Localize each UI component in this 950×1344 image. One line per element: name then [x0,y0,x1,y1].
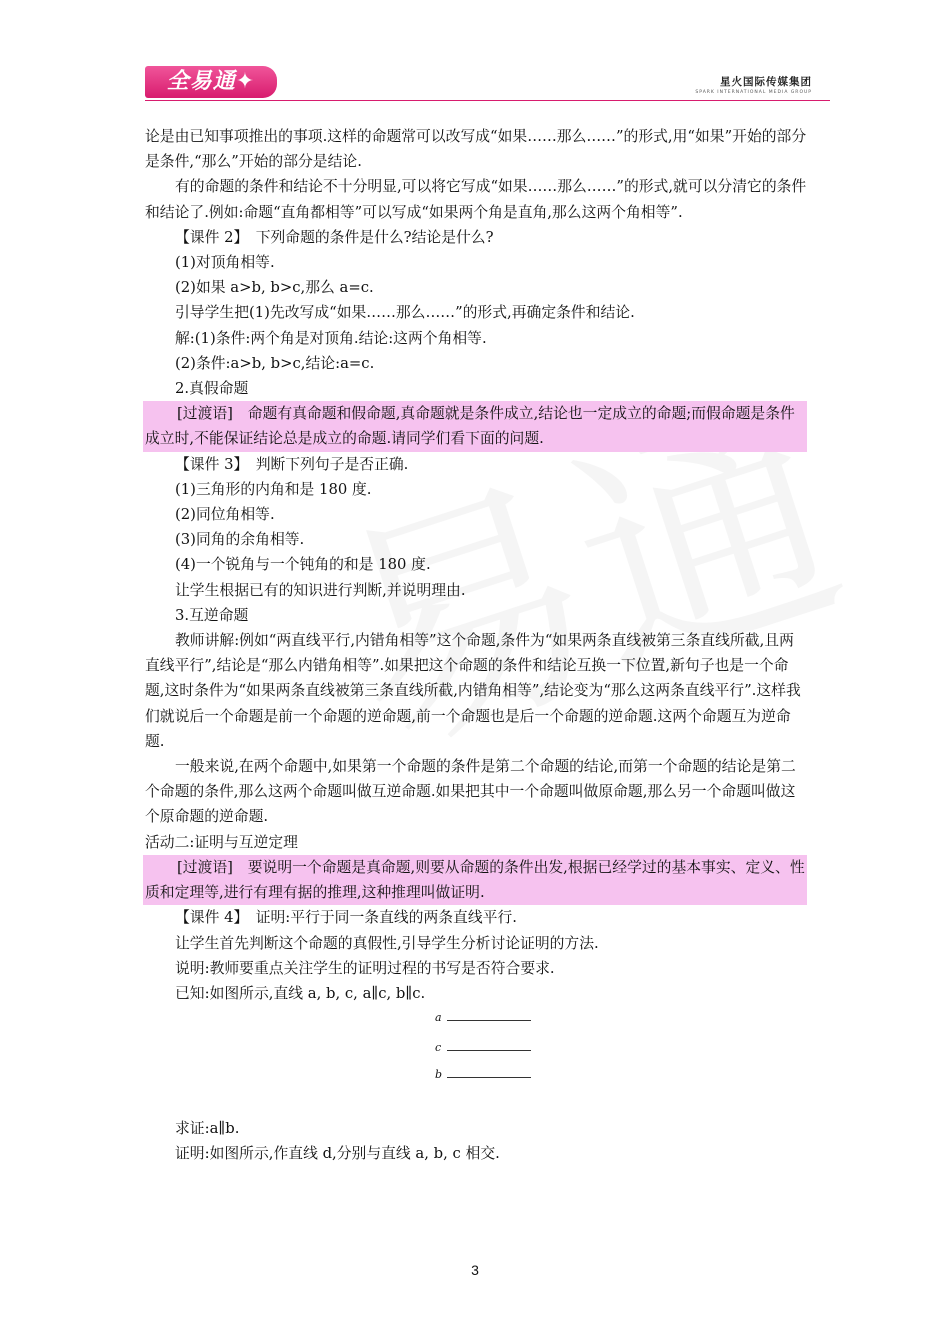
logo: 全易通✦ [145,66,277,98]
line-label-b: b [435,1068,443,1082]
paragraph: 一般来说,在两个命题中,如果第一个命题的条件是第二个命题的结论,而第一个命题的结论是第二个命题的条件,那么这两个命题叫做互逆命题.如果把其中一个命题叫做原命题,那么另一个命题叫做这个原命题的逆命题. [145,758,796,826]
courseware-heading: 【课件 2】 下列命题的条件是什么?结论是什么? [175,228,494,246]
document-body [145,124,807,1167]
courseware-heading: 【课件 3】 判断下列句子是否正确. [175,455,409,473]
brand-name-en: SPARK INTERNATIONAL MEDIA GROUP [695,90,812,95]
page-number: 3 [471,1262,479,1278]
paragraph: 引导学生把(1)先改写成“如果……那么……”的形式,再确定条件和结论. [175,304,635,322]
list-item: (2)如果 a>b, b>c,那么 a=c. [175,279,374,297]
transition-callout: [过渡语] 要说明一个命题是真命题,则要从命题的条件出发,根据已经学过的基本事实、定义、性质和定理等,进行有理有据的推理,这种推理叫做证明. [143,855,807,905]
prove-statement: 求证:a∥b. [175,1120,240,1138]
list-item: (3)同角的余角相等. [175,531,305,549]
section-heading: 2.真假命题 [175,380,249,398]
line-label-c: c [435,1041,442,1055]
list-item: (1)三角形的内角和是 180 度. [175,480,372,498]
header-divider [145,100,830,101]
line-c [447,1050,531,1051]
solution: 解:(1)条件:两个角是对顶角.结论:这两个角相等. [175,329,487,347]
list-item: (1)对顶角相等. [175,254,275,272]
given-statement: 已知:如图所示,直线 a, b, c, a∥c, b∥c. [175,984,426,1002]
publisher-brand [695,74,812,95]
paragraph: 教师讲解:例如“两直线平行,内错角相等”这个命题,条件为“如果两条直线被第三条直线所截,且两直线平行”,结论是“那么内错角相等”.如果把这个命题的条件和结论互换一下位置,新句子也是一个命题,这时条件为“如果两条直线被第三条直线所截,内错角相等”,结论变为“那么这两条直线平行”.这样我们就说后一个命题是前一个命题的逆命题,前一个命题也是后一个命题的逆命题.这两个命题互为逆命题. [145,632,801,750]
paragraph: 让学生首先判断这个命题的真假性,引导学生分析讨论证明的方法. [175,934,599,952]
line-a [447,1020,531,1021]
page-header [140,66,830,102]
paragraph: 说明:教师要重点关注学生的证明过程的书写是否符合要求. [175,959,555,977]
list-item: (2)同位角相等. [175,506,275,524]
solution: (2)条件:a>b, b>c,结论:a=c. [175,354,375,372]
activity-heading: 活动二:证明与互逆定理 [145,833,298,851]
section-heading: 3.互逆命题 [175,606,249,624]
courseware-heading: 【课件 4】 证明:平行于同一条直线的两条直线平行. [175,909,517,927]
proof-statement: 证明:如图所示,作直线 d,分别与直线 a, b, c 相交. [175,1145,500,1163]
parallel-lines-figure [435,1006,555,1116]
paragraph: 让学生根据已有的知识进行判断,并说明理由. [175,581,466,599]
transition-callout: [过渡语] 命题有真命题和假命题,真命题就是条件成立,结论也一定成立的命题;而假命题是条件成立时,不能保证结论总是成立的命题.请同学们看下面的问题. [143,401,807,451]
brand-name-cn: 星火国际传媒集团 [720,76,812,88]
line-label-a: a [435,1011,442,1025]
paragraph: 论是由已知事项推出的事项.这样的命题常可以改写成“如果……那么……”的形式,用“如果”开始的部分是条件,“那么”开始的部分是结论. [145,128,807,171]
line-b [447,1077,531,1078]
paragraph: 有的命题的条件和结论不十分明显,可以将它写成“如果……那么……”的形式,就可以分清它的条件和结论了.例如:命题“直角都相等”可以写成“如果两个角是直角,那么这两个角相等”. [145,178,807,221]
list-item: (4)一个锐角与一个钝角的和是 180 度. [175,556,431,574]
